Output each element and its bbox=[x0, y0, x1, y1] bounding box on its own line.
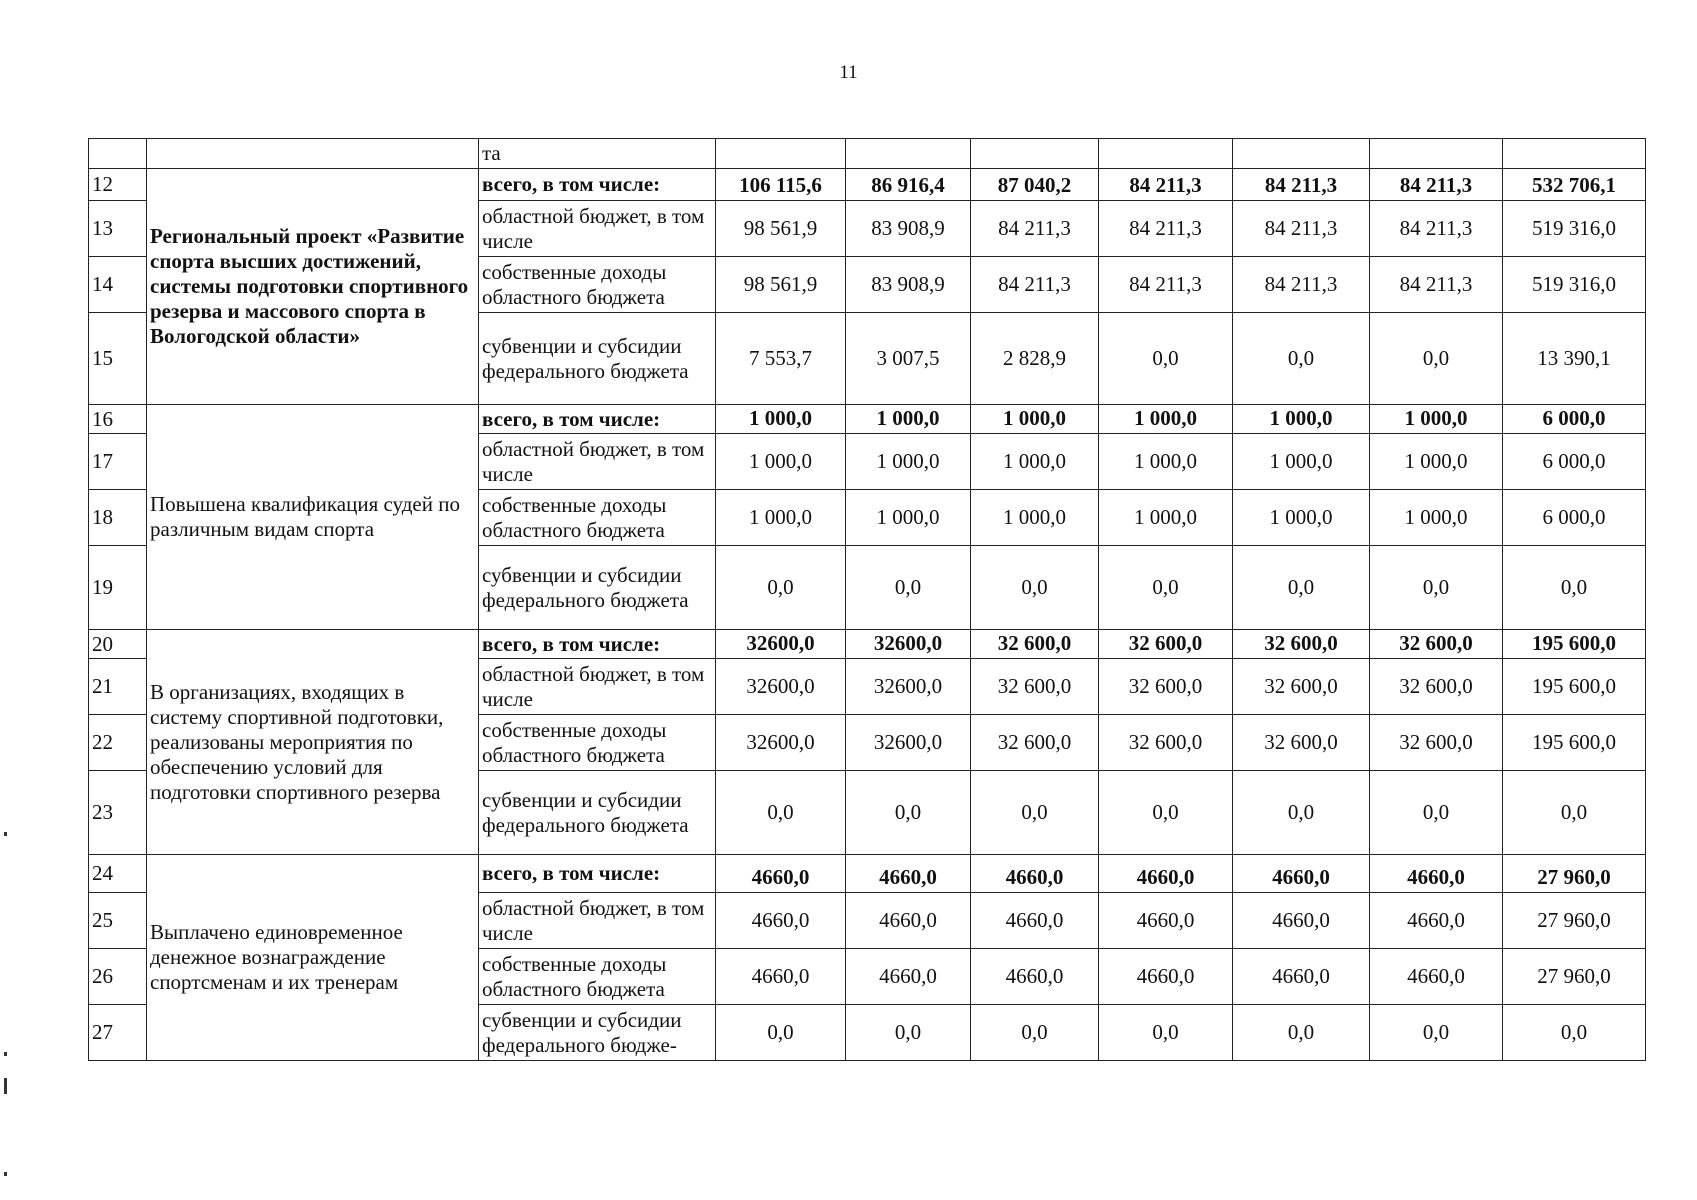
funding-source: собственные доходы областного бюджета bbox=[479, 490, 716, 546]
value-cell: 32 600,0 bbox=[971, 630, 1099, 659]
value-cell: 4660,0 bbox=[1099, 949, 1233, 1005]
value-cell: 0,0 bbox=[971, 1005, 1099, 1061]
total-value-cell: 6 000,0 bbox=[1503, 490, 1646, 546]
value-cell: 32 600,0 bbox=[1370, 630, 1503, 659]
value-cell: 4660,0 bbox=[971, 855, 1099, 893]
row-number: 23 bbox=[89, 771, 147, 855]
funding-source: субвенции и субсидии федерального бюдже- bbox=[479, 1005, 716, 1061]
budget-table bbox=[88, 138, 1646, 1061]
funding-source: всего, в том числе: bbox=[479, 855, 716, 893]
value-cell: 32 600,0 bbox=[1233, 715, 1370, 771]
value-cell: 4660,0 bbox=[1099, 893, 1233, 949]
value-cell: 84 211,3 bbox=[1370, 257, 1503, 313]
total-value-cell: 195 600,0 bbox=[1503, 715, 1646, 771]
value-cell: 1 000,0 bbox=[846, 434, 971, 490]
measure-description: Выплачено единовременное денежное вознаграждение спортсменам и их тренерам bbox=[147, 855, 479, 1061]
funding-source: субвенции и субсидии федерального бюджета bbox=[479, 771, 716, 855]
value-cell: 4660,0 bbox=[1370, 893, 1503, 949]
value-cell: 0,0 bbox=[846, 546, 971, 630]
value-cell: 3 007,5 bbox=[846, 313, 971, 405]
value-cell: 4660,0 bbox=[716, 855, 846, 893]
value-cell: 32 600,0 bbox=[1370, 659, 1503, 715]
value-cell: 0,0 bbox=[716, 546, 846, 630]
value-cell: 4660,0 bbox=[1233, 949, 1370, 1005]
funding-source: областной бюджет, в том числе bbox=[479, 434, 716, 490]
value-cell: 1 000,0 bbox=[846, 490, 971, 546]
value-cell: 84 211,3 bbox=[971, 201, 1099, 257]
value-cell: 4660,0 bbox=[1233, 893, 1370, 949]
value-cell: 0,0 bbox=[1099, 546, 1233, 630]
total-value-cell: 519 316,0 bbox=[1503, 257, 1646, 313]
row-number: 16 bbox=[89, 405, 147, 434]
row-number: 18 bbox=[89, 490, 147, 546]
scan-margin-mark bbox=[4, 832, 7, 836]
row-number: 21 bbox=[89, 659, 147, 715]
value-cell: 1 000,0 bbox=[716, 434, 846, 490]
value-cell: 32600,0 bbox=[846, 715, 971, 771]
value-cell: 1 000,0 bbox=[1099, 434, 1233, 490]
value-cell: 4660,0 bbox=[1370, 949, 1503, 1005]
value-cell: 1 000,0 bbox=[971, 434, 1099, 490]
total-value-cell: 27 960,0 bbox=[1503, 855, 1646, 893]
value-cell: 4660,0 bbox=[1099, 855, 1233, 893]
value-cell: 0,0 bbox=[971, 771, 1099, 855]
total-value-cell: 519 316,0 bbox=[1503, 201, 1646, 257]
funding-source: всего, в том числе: bbox=[479, 405, 716, 434]
total-value-cell: 532 706,1 bbox=[1503, 169, 1646, 201]
total-value-cell: 0,0 bbox=[1503, 771, 1646, 855]
value-cell: 1 000,0 bbox=[971, 490, 1099, 546]
value-cell: 0,0 bbox=[1370, 1005, 1503, 1061]
value-cell: 1 000,0 bbox=[846, 405, 971, 434]
total-value-cell: 0,0 bbox=[1503, 546, 1646, 630]
funding-source: субвенции и субсидии федерального бюджета bbox=[479, 313, 716, 405]
value-cell: 83 908,9 bbox=[846, 257, 971, 313]
scan-margin-mark bbox=[4, 1078, 7, 1094]
total-row bbox=[89, 855, 1646, 893]
measure-description: Повышена квалификация судей по различным видам спорта bbox=[147, 405, 479, 630]
value-cell: 84 211,3 bbox=[1099, 169, 1233, 201]
value-cell: 32600,0 bbox=[846, 630, 971, 659]
value-cell: 1 000,0 bbox=[1099, 405, 1233, 434]
value-cell: 83 908,9 bbox=[846, 201, 971, 257]
row-number: 26 bbox=[89, 949, 147, 1005]
funding-source: областной бюджет, в том числе bbox=[479, 893, 716, 949]
value-cell: 4660,0 bbox=[846, 949, 971, 1005]
value-cell: 1 000,0 bbox=[1233, 490, 1370, 546]
measure-description: Региональный проект «Развитие спорта высших достижений, системы подготовки спортивного резерва и массового спорта в Вологодской области» bbox=[147, 169, 479, 405]
value-cell: 0,0 bbox=[1233, 771, 1370, 855]
value-cell: 32 600,0 bbox=[1233, 659, 1370, 715]
row-number: 17 bbox=[89, 434, 147, 490]
row-number: 19 bbox=[89, 546, 147, 630]
value-cell: 32 600,0 bbox=[1370, 715, 1503, 771]
value-cell: 4660,0 bbox=[971, 949, 1099, 1005]
total-value-cell: 13 390,1 bbox=[1503, 313, 1646, 405]
funding-source: всего, в том числе: bbox=[479, 169, 716, 201]
row-number: 15 bbox=[89, 313, 147, 405]
total-row bbox=[89, 630, 1646, 659]
value-cell: 0,0 bbox=[1099, 1005, 1233, 1061]
row-number: 12 bbox=[89, 169, 147, 201]
value-cell: 32600,0 bbox=[716, 659, 846, 715]
total-value-cell: 195 600,0 bbox=[1503, 630, 1646, 659]
value-cell: 32 600,0 bbox=[1233, 630, 1370, 659]
total-value-cell: 0,0 bbox=[1503, 1005, 1646, 1061]
value-cell: 32 600,0 bbox=[971, 715, 1099, 771]
value-cell: 4660,0 bbox=[846, 893, 971, 949]
value-cell: 98 561,9 bbox=[716, 201, 846, 257]
funding-source: областной бюджет, в том числе bbox=[479, 659, 716, 715]
value-cell: 0,0 bbox=[716, 1005, 846, 1061]
row-number: 13 bbox=[89, 201, 147, 257]
total-value-cell: 6 000,0 bbox=[1503, 405, 1646, 434]
row-number: 22 bbox=[89, 715, 147, 771]
total-row bbox=[89, 169, 1646, 201]
value-cell: 84 211,3 bbox=[1099, 201, 1233, 257]
value-cell: 84 211,3 bbox=[1233, 257, 1370, 313]
value-cell: 1 000,0 bbox=[971, 405, 1099, 434]
measure-description: В организациях, входящих в систему спортивной подготовки, реализованы мероприятия по обеспечению условий для подготовки спортивного резерва bbox=[147, 630, 479, 855]
funding-source: собственные доходы областного бюджета bbox=[479, 257, 716, 313]
scan-margin-mark bbox=[4, 1172, 7, 1176]
source-continuation: та bbox=[479, 139, 716, 169]
value-cell: 32 600,0 bbox=[971, 659, 1099, 715]
value-cell: 4660,0 bbox=[1233, 855, 1370, 893]
value-cell: 32600,0 bbox=[846, 659, 971, 715]
value-cell: 4660,0 bbox=[716, 893, 846, 949]
row-number: 25 bbox=[89, 893, 147, 949]
value-cell: 1 000,0 bbox=[1370, 405, 1503, 434]
value-cell: 84 211,3 bbox=[1370, 169, 1503, 201]
value-cell: 1 000,0 bbox=[1233, 405, 1370, 434]
continuation-row bbox=[89, 139, 1646, 169]
funding-source: субвенции и субсидии федерального бюджета bbox=[479, 546, 716, 630]
value-cell: 4660,0 bbox=[971, 893, 1099, 949]
value-cell: 84 211,3 bbox=[1233, 201, 1370, 257]
value-cell: 0,0 bbox=[1233, 1005, 1370, 1061]
value-cell: 0,0 bbox=[1370, 546, 1503, 630]
value-cell: 98 561,9 bbox=[716, 257, 846, 313]
value-cell: 106 115,6 bbox=[716, 169, 846, 201]
value-cell: 32600,0 bbox=[716, 630, 846, 659]
page-number: 11 bbox=[839, 62, 858, 83]
value-cell: 1 000,0 bbox=[1099, 490, 1233, 546]
value-cell: 0,0 bbox=[846, 771, 971, 855]
value-cell: 4660,0 bbox=[1370, 855, 1503, 893]
value-cell: 32 600,0 bbox=[1099, 715, 1233, 771]
row-number: 24 bbox=[89, 855, 147, 893]
value-cell: 1 000,0 bbox=[1370, 434, 1503, 490]
value-cell: 1 000,0 bbox=[1370, 490, 1503, 546]
value-cell: 0,0 bbox=[846, 1005, 971, 1061]
row-number: 20 bbox=[89, 630, 147, 659]
value-cell: 4660,0 bbox=[716, 949, 846, 1005]
value-cell: 7 553,7 bbox=[716, 313, 846, 405]
funding-source: собственные доходы областного бюджета bbox=[479, 715, 716, 771]
value-cell: 0,0 bbox=[1370, 771, 1503, 855]
value-cell: 84 211,3 bbox=[1233, 169, 1370, 201]
funding-source: всего, в том числе: bbox=[479, 630, 716, 659]
total-value-cell: 195 600,0 bbox=[1503, 659, 1646, 715]
value-cell: 32 600,0 bbox=[1099, 630, 1233, 659]
value-cell: 4660,0 bbox=[846, 855, 971, 893]
value-cell: 0,0 bbox=[1099, 313, 1233, 405]
total-row bbox=[89, 405, 1646, 434]
value-cell: 87 040,2 bbox=[971, 169, 1099, 201]
total-value-cell: 6 000,0 bbox=[1503, 434, 1646, 490]
value-cell: 32600,0 bbox=[716, 715, 846, 771]
total-value-cell: 27 960,0 bbox=[1503, 949, 1646, 1005]
value-cell: 0,0 bbox=[716, 771, 846, 855]
value-cell: 84 211,3 bbox=[1099, 257, 1233, 313]
value-cell: 1 000,0 bbox=[1233, 434, 1370, 490]
value-cell: 0,0 bbox=[971, 546, 1099, 630]
funding-source: собственные доходы областного бюджета bbox=[479, 949, 716, 1005]
scan-margin-mark bbox=[4, 1052, 7, 1056]
funding-source: областной бюджет, в том числе bbox=[479, 201, 716, 257]
row-number: 14 bbox=[89, 257, 147, 313]
value-cell: 1 000,0 bbox=[716, 405, 846, 434]
value-cell: 2 828,9 bbox=[971, 313, 1099, 405]
value-cell: 1 000,0 bbox=[716, 490, 846, 546]
row-number: 27 bbox=[89, 1005, 147, 1061]
value-cell: 0,0 bbox=[1233, 313, 1370, 405]
value-cell: 0,0 bbox=[1099, 771, 1233, 855]
value-cell: 84 211,3 bbox=[1370, 201, 1503, 257]
value-cell: 84 211,3 bbox=[971, 257, 1099, 313]
value-cell: 0,0 bbox=[1370, 313, 1503, 405]
value-cell: 32 600,0 bbox=[1099, 659, 1233, 715]
value-cell: 0,0 bbox=[1233, 546, 1370, 630]
total-value-cell: 27 960,0 bbox=[1503, 893, 1646, 949]
value-cell: 86 916,4 bbox=[846, 169, 971, 201]
